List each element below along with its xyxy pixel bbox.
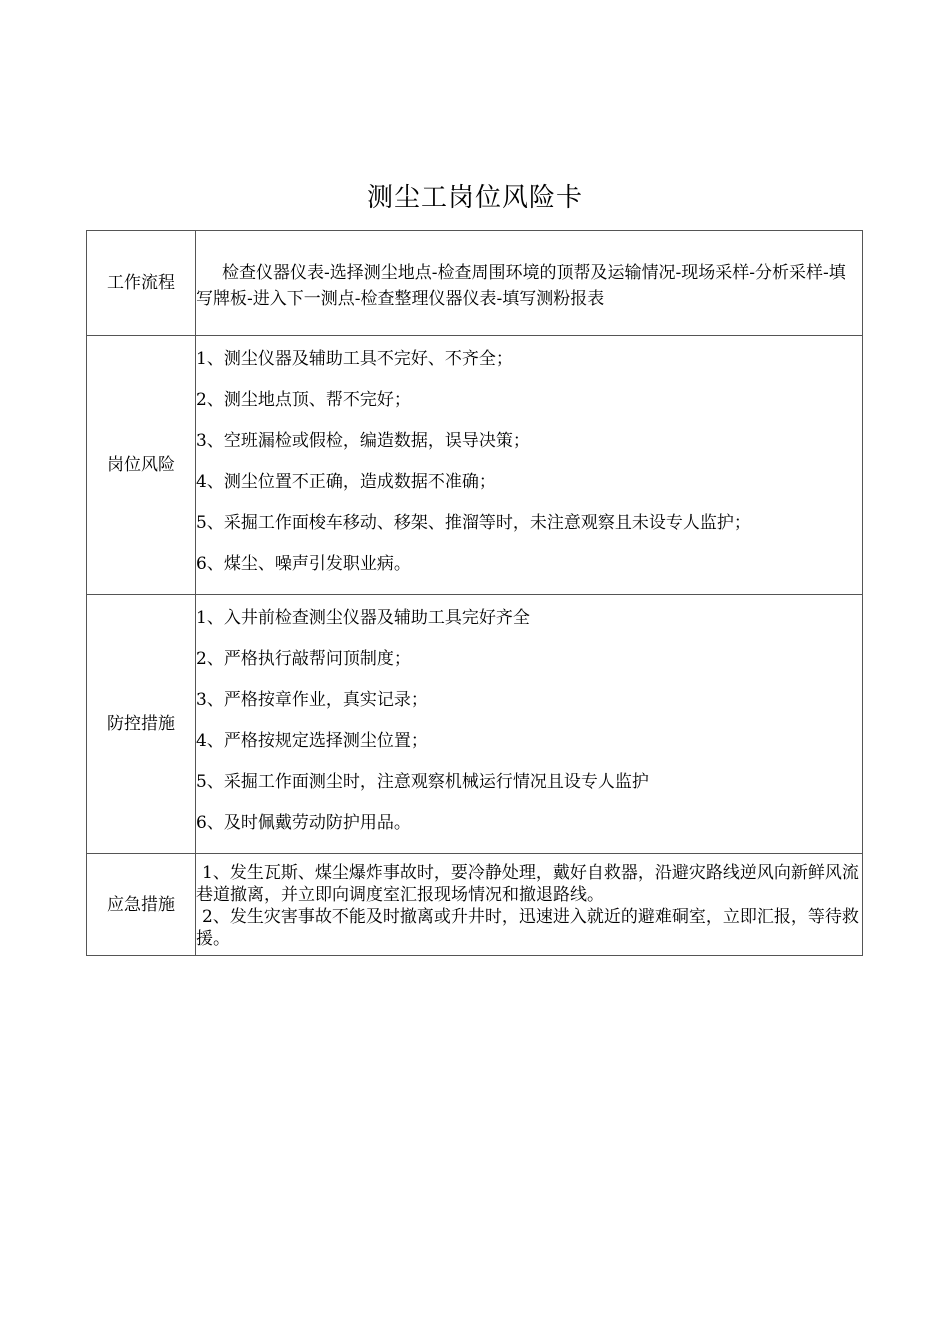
risk-item: 4、测尘位置不正确，造成数据不准确； xyxy=(196,472,496,492)
risk-item: 1、测尘仪器及辅助工具不完好、不齐全； xyxy=(196,349,513,369)
page-title: 测尘工岗位风险卡 xyxy=(366,183,583,213)
risk-card-table xyxy=(86,230,863,956)
control-item: 3、严格按章作业，真实记录； xyxy=(196,690,428,710)
workflow-row xyxy=(87,231,863,336)
emergency-label: 应急措施 xyxy=(87,854,196,956)
risk-item: 5、采掘工作面梭车移动、移架、推溜等时，未注意观察且未设专人监护； xyxy=(196,513,751,533)
risks-label: 岗位风险 xyxy=(87,336,196,595)
controls-content xyxy=(196,595,863,854)
emergency-row xyxy=(87,854,863,956)
control-item: 5、采掘工作面测尘时，注意观察机械运行情况且设专人监护 xyxy=(196,772,649,792)
controls-row xyxy=(87,595,863,854)
risks-row xyxy=(87,336,863,595)
emergency-item: 1、发生瓦斯、煤尘爆炸事故时，要冷静处理，戴好自救器，沿避灾路线逆风向新鲜风流巷道撤离，并立即向调度室汇报现场情况和撤退路线。 xyxy=(196,862,859,905)
control-item: 1、入井前检查测尘仪器及辅助工具完好齐全 xyxy=(196,608,530,628)
workflow-content xyxy=(196,231,863,336)
risk-item: 2、测尘地点顶、帮不完好； xyxy=(196,390,411,410)
risks-list xyxy=(196,336,862,594)
control-item: 4、严格按规定选择测尘位置； xyxy=(196,731,428,751)
control-item: 6、及时佩戴劳动防护用品。 xyxy=(196,813,411,833)
risk-item: 6、煤尘、噪声引发职业病。 xyxy=(196,554,411,574)
controls-list xyxy=(196,595,862,853)
emergency-text xyxy=(196,858,862,952)
controls-label: 防控措施 xyxy=(87,595,196,854)
emergency-content xyxy=(196,854,863,956)
risk-item: 3、空班漏检或假检，编造数据，误导决策； xyxy=(196,431,530,451)
control-item: 2、严格执行敲帮问顶制度； xyxy=(196,649,411,669)
emergency-item: 2、发生灾害事故不能及时撤离或升井时，迅速进入就近的避难硐室，立即汇报，等待救援。 xyxy=(196,906,859,949)
workflow-label: 工作流程 xyxy=(87,231,196,336)
risks-content xyxy=(196,336,863,595)
workflow-text: 检查仪器仪表-选择测尘地点-检查周围环境的顶帮及运输情况-现场采样-分析采样-填写牌板-进入下一测点-检查整理仪器仪表-填写测粉报表 xyxy=(196,263,846,309)
